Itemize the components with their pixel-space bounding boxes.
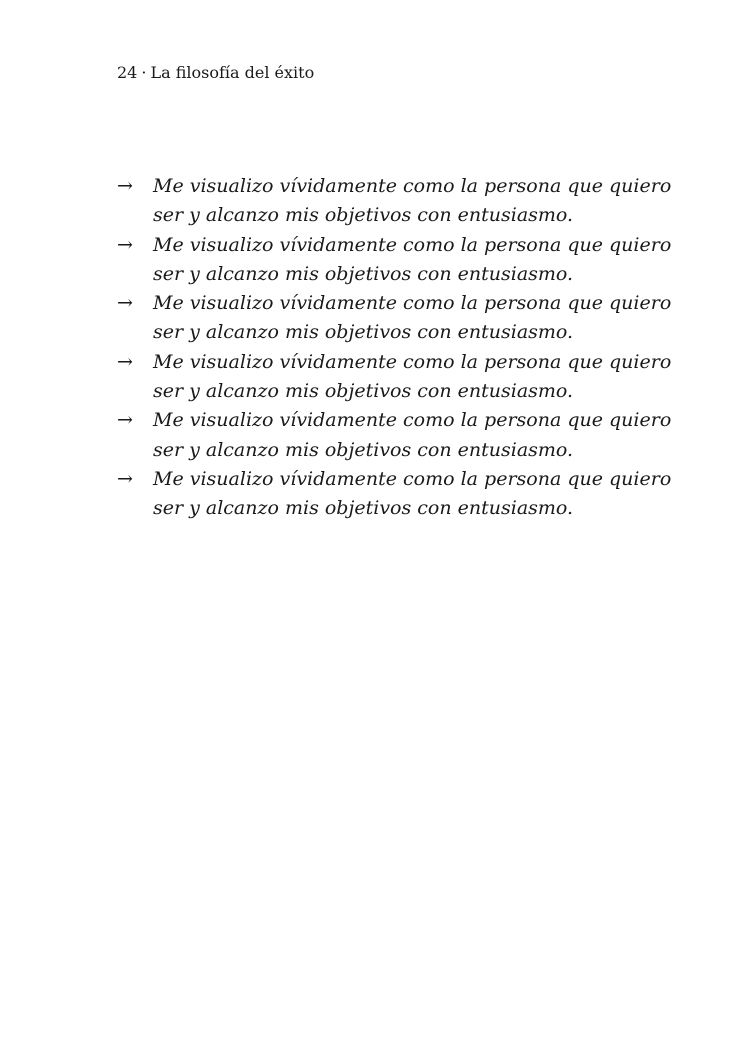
book-title: La filosofía del éxito bbox=[150, 63, 315, 82]
arrow-right-icon: → bbox=[117, 409, 133, 432]
list-item-line: Me visualizo vívidamente como la persona que quiero bbox=[153, 350, 672, 373]
list-item-line: ser y alcanzo mis objetivos con entusiasmo. bbox=[153, 204, 574, 227]
list-item-line: Me visualizo vívidamente como la persona que quiero bbox=[153, 175, 672, 197]
arrow-right-icon: → bbox=[117, 175, 133, 197]
list-item-line: Me visualizo vívidamente como la persona que quiero bbox=[153, 409, 672, 432]
list-item-text bbox=[153, 406, 672, 465]
list-item-line: ser y alcanzo mis objetivos con entusiasmo. bbox=[153, 380, 574, 403]
arrow-right-icon: → bbox=[117, 467, 133, 490]
list-item-line: ser y alcanzo mis objetivos con entusiasmo. bbox=[153, 262, 574, 285]
list-item-line: Me visualizo vívidamente como la persona que quiero bbox=[153, 233, 672, 256]
list-item bbox=[117, 348, 672, 407]
list-item bbox=[117, 172, 672, 231]
list-item-text bbox=[153, 172, 672, 231]
arrow-right-icon: → bbox=[117, 292, 133, 315]
list-item-line: Me visualizo vívidamente como la persona que quiero bbox=[153, 467, 672, 490]
running-header bbox=[117, 61, 314, 85]
list-item-text bbox=[153, 289, 672, 348]
list-item-line: ser y alcanzo mis objetivos con entusiasmo. bbox=[153, 438, 574, 461]
arrow-right-icon: → bbox=[117, 350, 133, 373]
list-item bbox=[117, 289, 672, 348]
affirmation-list bbox=[117, 172, 672, 524]
list-item bbox=[117, 406, 672, 465]
page-number: 24 bbox=[117, 63, 138, 82]
list-item-text bbox=[153, 231, 672, 290]
list-item bbox=[117, 465, 672, 524]
list-item-line: Me visualizo vívidamente como la persona que quiero bbox=[153, 292, 672, 315]
list-item-text bbox=[153, 348, 672, 407]
list-item-line: ser y alcanzo mis objetivos con entusiasmo. bbox=[153, 321, 574, 344]
list-item-text bbox=[153, 465, 672, 524]
list-item bbox=[117, 231, 672, 290]
list-item-line: ser y alcanzo mis objetivos con entusiasmo. bbox=[153, 497, 574, 520]
header-separator: · bbox=[141, 63, 147, 82]
arrow-right-icon: → bbox=[117, 233, 133, 256]
